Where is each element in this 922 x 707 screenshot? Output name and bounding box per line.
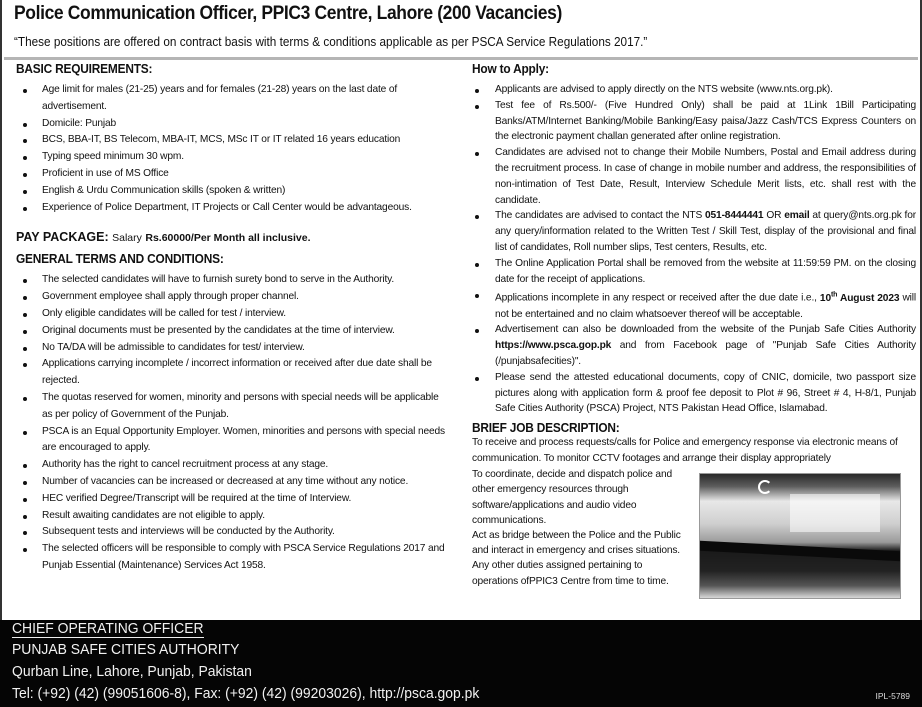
- list-item: English & Urdu Communication skills (spoken & written): [16, 183, 446, 200]
- how-to-apply-list: [472, 82, 916, 417]
- page-title: Police Communication Officer, PPIC3 Centre, Lahore (200 Vacancies): [14, 3, 562, 24]
- pay-package-prefix: Salary: [112, 232, 142, 245]
- job-duty: Any other duties assigned pertaining to operations ofPPIC3 Centre from time to time.: [472, 560, 669, 587]
- list-item: BCS, BBA-IT, BS Telecom, MBA-IT, MCS, MSc IT or IT related 16 years education: [16, 132, 446, 149]
- job-duty: To coordinate, decide and dispatch police and other emergency resources through software/applications and audio video communications.: [472, 469, 672, 526]
- list-item-contact: The candidates are advised to contact the NTS 051-8444441 OR email at query@nts.org.pk for any query/information related to the Written Test / Skill Test, display of the provisional and final list of candidates, Roll number slips, Test centers, Results, etc.: [472, 208, 916, 255]
- list-item: Applicants are advised to apply directly on the NTS website (www.nts.org.pk).: [472, 82, 916, 98]
- list-item: The quotas reserved for women, minority and persons with special needs will be applicable as per policy of Government of the Punjab.: [16, 390, 446, 424]
- list-item-deadline: Applications incomplete in any respect or received after the due date i.e., 10th August 2023 will not be entertained and no claim whatsoever thereof will be acceptable.: [472, 287, 916, 322]
- list-item: Typing speed minimum 30 wpm.: [16, 149, 446, 166]
- job-description-heading: BRIEF JOB DESCRIPTION:: [472, 421, 620, 436]
- job-description-details: [472, 467, 687, 589]
- control-room-photo: [699, 473, 901, 599]
- list-item: The selected officers will be responsible to comply with PSCA Service Regulations 2017 and Punjab Essential (Maintenance) Services Act 1958.: [16, 541, 446, 575]
- footer-contact-block: [0, 620, 922, 707]
- list-item: Proficient in use of MS Office: [16, 166, 446, 183]
- list-item: HEC verified Degree/Transcript will be required at the time of Interview.: [16, 491, 446, 508]
- list-item: Applications carrying incomplete / incorrect information or received after due date shall be rejected.: [16, 356, 446, 390]
- page-subtitle: “These positions are offered on contract basis with terms & conditions applicable as per PSCA Service Regulations 2017.”: [14, 35, 648, 49]
- footer-organization: PUNJAB SAFE CITIES AUTHORITY: [12, 642, 240, 658]
- how-to-apply-heading: How to Apply:: [472, 62, 549, 76]
- list-item: Only eligible candidates will be called for test / interview.: [16, 306, 446, 323]
- pay-package-value: Rs.60000/Per Month all inclusive.: [145, 232, 311, 245]
- list-item: Please send the attested educational documents, copy of CNIC, domicile, two passport size pictures along with application form & proof fee deposit to Plot # 96, Street # 4, H-8/1, Punjab Safe Cities Authority (PSCA) Project, NTS Pakistan Head Office, Islamabad.: [472, 370, 916, 417]
- basic-requirements-heading: BASIC REQUIREMENTS:: [16, 62, 153, 76]
- list-item-download: Advertisement can also be downloaded from the website of the Punjab Safe Cities Authority https://www.psca.gop.pk and from Facebook page of "Punjab Safe Cities Authority (/punjabsafecities)".: [472, 322, 916, 369]
- list-item: Number of vacancies can be increased or decreased at any time without any notice.: [16, 474, 446, 491]
- footer-officer-title: CHIEF OPERATING OFFICER: [12, 621, 204, 637]
- job-description-intro: To receive and process requests/calls for Police and emergency response via electronic means of communication. To monitor CCTV footages and arrange their display appropriately: [472, 437, 898, 465]
- header-divider: [4, 57, 918, 60]
- general-terms-heading: GENERAL TERMS AND CONDITIONS:: [16, 252, 224, 267]
- psca-website-link[interactable]: https://www.psca.gop.pk: [495, 340, 612, 352]
- pay-package: [16, 230, 446, 244]
- basic-requirements-list: [16, 82, 446, 216]
- list-item: Experience of Police Department, IT Projects or Call Center would be advantageous.: [16, 200, 446, 217]
- general-terms-list: [16, 272, 446, 574]
- list-item: PSCA is an Equal Opportunity Employer. Women, minorities and persons with special needs are encouraged to apply.: [16, 424, 446, 458]
- nts-phone: 051-8444441: [705, 210, 764, 222]
- list-item: Age limit for males (21-25) years and for females (21-28) years on the last date of advertisement.: [16, 82, 446, 116]
- list-item: The Online Application Portal shall be removed from the website at 11:59:59 PM. on the closing date for the receipt of applications.: [472, 256, 916, 288]
- list-item: Candidates are advised not to change their Mobile Numbers, Postal and Email address during the recruitment process. In case of change in mobile number and address, the responsibilities of non-intimation of Test Date, Result, Interview Schedule Merit lists, etc. shall rest with the candidate.: [472, 145, 916, 208]
- photo-desk-detail: [700, 541, 900, 561]
- job-duty: Act as bridge between the Police and the Public and interact in emergency and crises situations.: [472, 529, 681, 557]
- list-item: Original documents must be presented by the candidates at the time of interview.: [16, 323, 446, 340]
- deadline-date: 10th August 2023: [819, 291, 900, 304]
- footer-address: Qurban Line, Lahore, Punjab, Pakistan: [12, 664, 252, 680]
- pay-package-label: PAY PACKAGE:: [16, 230, 109, 245]
- email-label: email: [784, 210, 810, 222]
- list-item: Result awaiting candidates are not eligible to apply.: [16, 508, 446, 525]
- list-item: No TA/DA will be admissible to candidates for test/ interview.: [16, 340, 446, 357]
- left-column: [16, 62, 446, 575]
- ad-code: IPL-5789: [875, 691, 910, 701]
- list-item: Domicile: Punjab: [16, 116, 446, 133]
- photo-screen-detail: [790, 494, 880, 532]
- footer-contact-numbers: Tel: (+92) (42) (99051606-8), Fax: (+92) (42) (99203026), http://psca.gop.pk: [12, 686, 480, 702]
- list-item: Government employee shall apply through proper channel.: [16, 289, 446, 306]
- list-item: The selected candidates will have to furnish surety bond to serve in the Authority.: [16, 272, 446, 289]
- list-item: Subsequent tests and interviews will be conducted by the Authority.: [16, 524, 446, 541]
- photo-crescent-detail: [758, 480, 772, 494]
- list-item: Authority has the right to cancel recruitment process at any stage.: [16, 457, 446, 474]
- list-item: Test fee of Rs.500/- (Five Hundred Only) shall be paid at 1Link 1Bill Participating Banks/ATM/Internet Banking/Mobile Banking/Easy paisa/Jazz Cash/TCS Express Counters on the electronic payment challan generated after online registration.: [472, 98, 916, 145]
- right-column: [472, 62, 916, 589]
